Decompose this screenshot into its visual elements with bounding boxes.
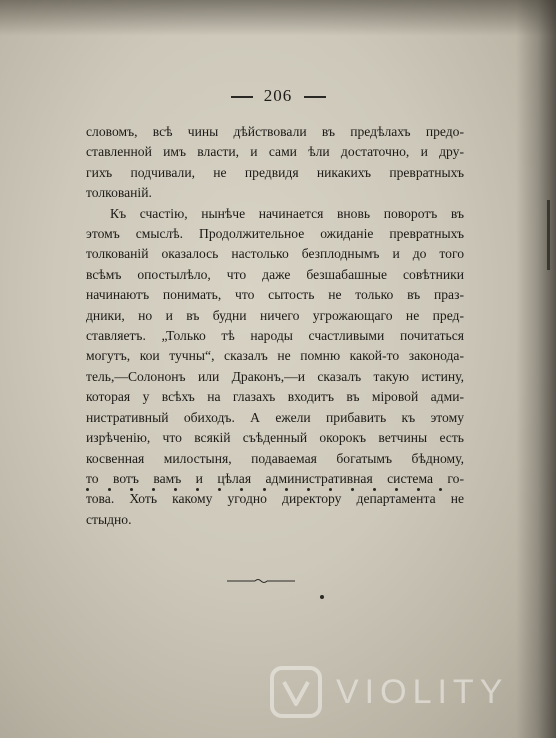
page-header xyxy=(0,86,556,106)
text-line: нистративный обиходъ. А ежели прибавить къ этому xyxy=(86,409,464,425)
text-line: толкованій. xyxy=(86,185,152,201)
separator-dot xyxy=(285,488,288,491)
text-line: могутъ, кои тучны“, сказалъ не помню какой-то законода- xyxy=(86,348,464,364)
separator-dot xyxy=(307,488,310,491)
text-line: стыдно. xyxy=(86,511,132,527)
separator-dot xyxy=(174,488,177,491)
text-line: тель,—Солононъ или Драконъ,—и сказалъ такую истину, xyxy=(86,368,464,384)
page-gutter xyxy=(516,0,556,738)
separator-dot xyxy=(196,488,199,491)
text-line: словомъ, всѣ чины дѣйствовали въ предѣлахъ предо- xyxy=(86,124,464,139)
separator-dot xyxy=(373,488,376,491)
separator-dot xyxy=(240,488,243,491)
watermark-text: VIOLITY xyxy=(336,672,509,711)
separator-dot xyxy=(152,488,155,491)
page-edge-mark xyxy=(547,200,550,270)
text-line: изрѣченію, что всякій съѣденный окорокъ ветчины есть xyxy=(86,430,464,446)
watermark xyxy=(270,665,508,719)
top-shadow xyxy=(0,0,556,36)
text-line: то вотъ вамъ и цѣлая административная система го- xyxy=(86,470,464,486)
separator-dot xyxy=(439,488,442,491)
header-dash-right xyxy=(304,96,326,98)
watermark-logo-icon xyxy=(270,666,322,718)
separator-dot xyxy=(108,488,111,491)
separator-dot xyxy=(351,488,354,491)
text-line: Къ счастію, нынѣче начинается вновь поворотъ въ xyxy=(110,205,464,221)
page-number: 206 xyxy=(263,86,293,105)
text-line: дники, но и въ будни ничего угрожающаго не пред- xyxy=(86,307,464,323)
separator-dot xyxy=(395,488,398,491)
header-dash-left xyxy=(231,96,253,98)
text-line: гихъ подчивали, не предвидя никакихъ превратныхъ xyxy=(86,164,464,180)
ornament-rule xyxy=(227,578,295,584)
text-line: всѣмъ опостылѣло, что даже безшабашные совѣтники xyxy=(86,266,464,282)
body-text xyxy=(86,122,464,530)
text-line: начинаютъ понимать, что сытость не только въ праз- xyxy=(86,287,464,303)
text-line: толкованій оказалось настолько безплоднымъ и до того xyxy=(86,246,464,262)
text-line: ставленной имъ власти, и сами ѣли достаточно, и дру- xyxy=(86,144,464,160)
separator-dot xyxy=(329,488,332,491)
text-line: этомъ смыслѣ. Продолжительное ожиданіе превратныхъ xyxy=(86,226,464,242)
ink-mark xyxy=(320,595,324,599)
separator-dot xyxy=(417,488,420,491)
separator-dot xyxy=(130,488,133,491)
separator-dot xyxy=(86,488,89,491)
text-line: которая у всѣхъ на глазахъ входитъ въ міровой адми- xyxy=(86,389,464,405)
separator-dot xyxy=(263,488,266,491)
dotted-separator xyxy=(86,488,442,491)
text-line: това. Хоть какому угодно директору департамента не xyxy=(86,491,464,507)
separator-dot xyxy=(218,488,221,491)
text-line: ставляетъ. „Только тѣ народы счастливыми почитаться xyxy=(86,328,464,344)
text-line: косвенная милостыня, подаваемая богатымъ бѣдному, xyxy=(86,450,464,466)
